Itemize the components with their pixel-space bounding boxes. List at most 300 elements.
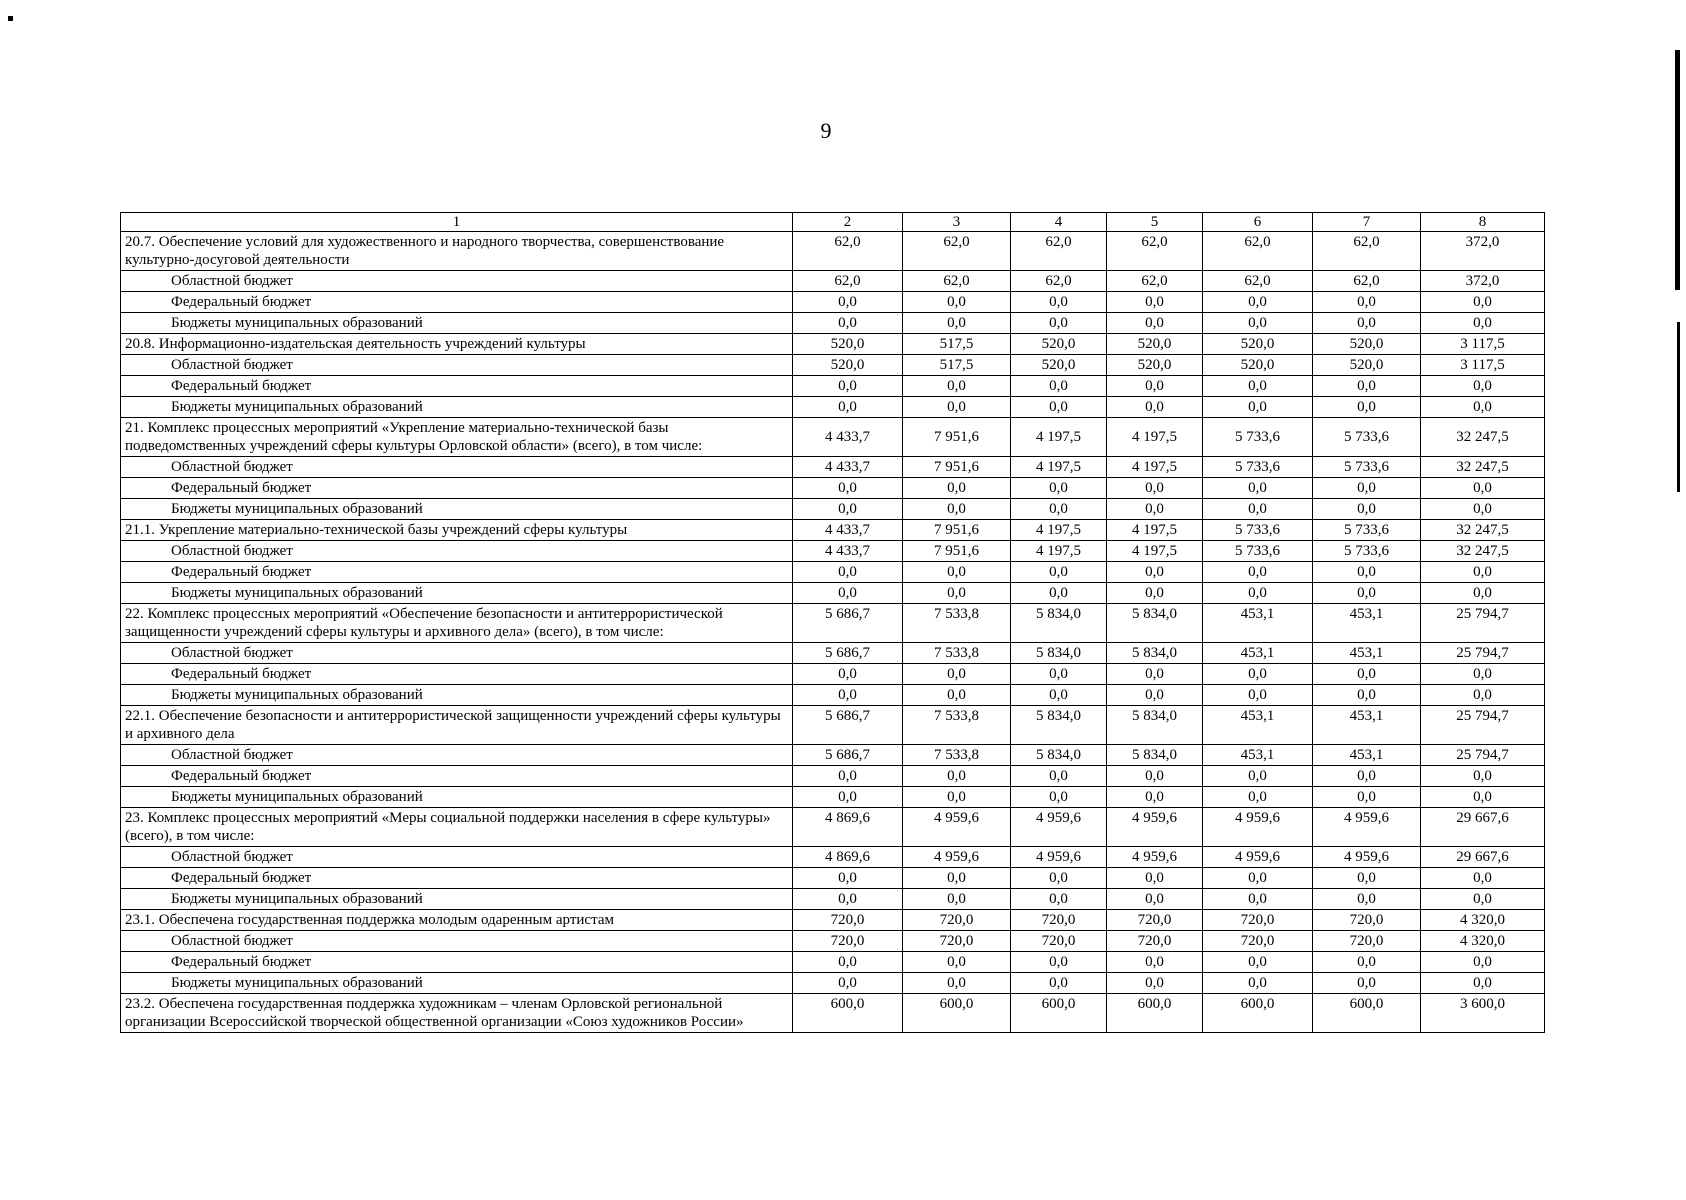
value-cell: 0,0 (1011, 952, 1107, 973)
value-cell: 0,0 (1011, 478, 1107, 499)
value-cell: 0,0 (793, 889, 903, 910)
value-cell: 720,0 (1203, 931, 1313, 952)
table-subrow (121, 562, 1545, 583)
value-cell: 32 247,5 (1421, 418, 1545, 457)
value-cell: 0,0 (903, 313, 1011, 334)
table-row (121, 994, 1545, 1033)
value-cell: 0,0 (1011, 562, 1107, 583)
value-cell: 600,0 (1107, 994, 1203, 1033)
value-cell: 0,0 (1107, 787, 1203, 808)
value-cell: 32 247,5 (1421, 520, 1545, 541)
value-cell: 520,0 (1203, 355, 1313, 376)
row-label: Областной бюджет (121, 643, 793, 664)
value-cell: 7 951,6 (903, 541, 1011, 562)
value-cell: 0,0 (793, 292, 903, 313)
value-cell: 0,0 (1203, 787, 1313, 808)
value-cell: 5 834,0 (1011, 643, 1107, 664)
value-cell: 7 951,6 (903, 418, 1011, 457)
value-cell: 4 433,7 (793, 457, 903, 478)
value-cell: 600,0 (1203, 994, 1313, 1033)
value-cell: 0,0 (903, 787, 1011, 808)
row-label: 23. Комплекс процессных мероприятий «Меры социальной поддержки населения в сфере культуры» (всего), в том числе: (121, 808, 793, 847)
value-cell: 0,0 (1011, 889, 1107, 910)
value-cell: 372,0 (1421, 271, 1545, 292)
value-cell: 453,1 (1313, 604, 1421, 643)
value-cell: 0,0 (1313, 478, 1421, 499)
value-cell: 0,0 (1313, 583, 1421, 604)
value-cell: 5 834,0 (1107, 604, 1203, 643)
value-cell: 600,0 (793, 994, 903, 1033)
header-cell: 4 (1011, 213, 1107, 232)
value-cell: 3 117,5 (1421, 334, 1545, 355)
scan-edge-mark (1675, 50, 1680, 290)
value-cell: 0,0 (1011, 685, 1107, 706)
value-cell: 0,0 (903, 766, 1011, 787)
value-cell: 0,0 (1421, 562, 1545, 583)
value-cell: 520,0 (1011, 334, 1107, 355)
value-cell: 520,0 (1011, 355, 1107, 376)
value-cell: 5 686,7 (793, 745, 903, 766)
row-label: Бюджеты муниципальных образований (121, 787, 793, 808)
value-cell: 0,0 (793, 664, 903, 685)
value-cell: 4 959,6 (1107, 808, 1203, 847)
header-cell: 1 (121, 213, 793, 232)
table-subrow (121, 787, 1545, 808)
value-cell: 4 959,6 (1313, 808, 1421, 847)
row-label: Областной бюджет (121, 931, 793, 952)
value-cell: 0,0 (1313, 973, 1421, 994)
table-subrow (121, 271, 1545, 292)
value-cell: 5 834,0 (1107, 643, 1203, 664)
value-cell: 5 733,6 (1203, 418, 1313, 457)
value-cell: 0,0 (1421, 292, 1545, 313)
header-cell: 3 (903, 213, 1011, 232)
value-cell: 0,0 (1203, 685, 1313, 706)
budget-table (120, 212, 1545, 1033)
value-cell: 0,0 (1313, 685, 1421, 706)
value-cell: 453,1 (1203, 706, 1313, 745)
value-cell: 720,0 (793, 910, 903, 931)
table-subrow (121, 664, 1545, 685)
value-cell: 0,0 (1313, 664, 1421, 685)
value-cell: 0,0 (1421, 478, 1545, 499)
value-cell: 0,0 (793, 376, 903, 397)
value-cell: 0,0 (1107, 313, 1203, 334)
value-cell: 62,0 (1011, 232, 1107, 271)
row-label: 20.8. Информационно-издательская деятельность учреждений культуры (121, 334, 793, 355)
value-cell: 0,0 (1421, 787, 1545, 808)
value-cell: 0,0 (1107, 889, 1203, 910)
value-cell: 0,0 (903, 952, 1011, 973)
value-cell: 0,0 (1107, 292, 1203, 313)
value-cell: 4 197,5 (1011, 457, 1107, 478)
row-label: Федеральный бюджет (121, 952, 793, 973)
value-cell: 0,0 (1313, 562, 1421, 583)
table-subrow (121, 313, 1545, 334)
value-cell: 0,0 (1203, 889, 1313, 910)
header-cell: 2 (793, 213, 903, 232)
row-label: 21. Комплекс процессных мероприятий «Укрепление материально-технической базы подведомственных учреждений сферы культуры Орловской области» (всего), в том числе: (121, 418, 793, 457)
table-row (121, 910, 1545, 931)
value-cell: 5 733,6 (1313, 520, 1421, 541)
value-cell: 5 733,6 (1313, 541, 1421, 562)
value-cell: 0,0 (1313, 376, 1421, 397)
row-label: Федеральный бюджет (121, 868, 793, 889)
value-cell: 0,0 (1421, 868, 1545, 889)
value-cell: 4 197,5 (1107, 418, 1203, 457)
value-cell: 62,0 (1011, 271, 1107, 292)
header-cell: 8 (1421, 213, 1545, 232)
value-cell: 720,0 (1313, 931, 1421, 952)
value-cell: 62,0 (1313, 271, 1421, 292)
value-cell: 520,0 (1107, 334, 1203, 355)
row-label: 23.1. Обеспечена государственная поддержка молодым одаренным артистам (121, 910, 793, 931)
value-cell: 62,0 (1107, 232, 1203, 271)
page-number: 9 (820, 118, 832, 143)
value-cell: 0,0 (1107, 583, 1203, 604)
table-subrow (121, 889, 1545, 910)
value-cell: 4 197,5 (1011, 520, 1107, 541)
row-label: Федеральный бюджет (121, 562, 793, 583)
value-cell: 720,0 (1313, 910, 1421, 931)
value-cell: 0,0 (1011, 376, 1107, 397)
value-cell: 3 117,5 (1421, 355, 1545, 376)
value-cell: 453,1 (1313, 706, 1421, 745)
value-cell: 0,0 (1107, 376, 1203, 397)
value-cell: 0,0 (1421, 685, 1545, 706)
table-subrow (121, 952, 1545, 973)
table-row (121, 520, 1545, 541)
value-cell: 0,0 (903, 562, 1011, 583)
value-cell: 520,0 (1107, 355, 1203, 376)
value-cell: 600,0 (1313, 994, 1421, 1033)
value-cell: 517,5 (903, 334, 1011, 355)
value-cell: 0,0 (793, 952, 903, 973)
value-cell: 4 959,6 (1313, 847, 1421, 868)
value-cell: 372,0 (1421, 232, 1545, 271)
value-cell: 4 959,6 (1011, 808, 1107, 847)
value-cell: 4 869,6 (793, 847, 903, 868)
row-label: Областной бюджет (121, 457, 793, 478)
value-cell: 0,0 (903, 583, 1011, 604)
value-cell: 0,0 (793, 397, 903, 418)
row-label: Областной бюджет (121, 541, 793, 562)
value-cell: 0,0 (1011, 868, 1107, 889)
value-cell: 62,0 (1313, 232, 1421, 271)
value-cell: 4 959,6 (1107, 847, 1203, 868)
value-cell: 62,0 (1203, 271, 1313, 292)
value-cell: 29 667,6 (1421, 847, 1545, 868)
scan-dot-mark (8, 16, 13, 21)
value-cell: 25 794,7 (1421, 604, 1545, 643)
value-cell: 0,0 (1313, 292, 1421, 313)
table-subrow (121, 478, 1545, 499)
value-cell: 453,1 (1313, 643, 1421, 664)
value-cell: 5 686,7 (793, 706, 903, 745)
value-cell: 0,0 (1011, 292, 1107, 313)
value-cell: 7 951,6 (903, 457, 1011, 478)
value-cell: 0,0 (1203, 766, 1313, 787)
value-cell: 0,0 (1203, 664, 1313, 685)
value-cell: 0,0 (1203, 292, 1313, 313)
table-subrow (121, 766, 1545, 787)
row-label: Областной бюджет (121, 847, 793, 868)
value-cell: 0,0 (1313, 313, 1421, 334)
value-cell: 0,0 (1203, 376, 1313, 397)
table-subrow (121, 292, 1545, 313)
value-cell: 0,0 (1107, 973, 1203, 994)
value-cell: 520,0 (793, 355, 903, 376)
value-cell: 4 433,7 (793, 520, 903, 541)
value-cell: 62,0 (903, 271, 1011, 292)
value-cell: 520,0 (1203, 334, 1313, 355)
value-cell: 0,0 (1313, 397, 1421, 418)
value-cell: 62,0 (793, 271, 903, 292)
value-cell: 4 433,7 (793, 541, 903, 562)
value-cell: 0,0 (793, 478, 903, 499)
value-cell: 5 733,6 (1203, 520, 1313, 541)
value-cell: 0,0 (1203, 868, 1313, 889)
table-subrow (121, 541, 1545, 562)
header-cell: 7 (1313, 213, 1421, 232)
value-cell: 4 320,0 (1421, 931, 1545, 952)
value-cell: 0,0 (1421, 664, 1545, 685)
table-subrow (121, 643, 1545, 664)
value-cell: 0,0 (903, 868, 1011, 889)
value-cell: 0,0 (1313, 868, 1421, 889)
value-cell: 720,0 (1011, 910, 1107, 931)
value-cell: 0,0 (1011, 973, 1107, 994)
value-cell: 720,0 (793, 931, 903, 952)
value-cell: 0,0 (793, 685, 903, 706)
value-cell: 453,1 (1203, 604, 1313, 643)
table-subrow (121, 973, 1545, 994)
value-cell: 5 834,0 (1107, 706, 1203, 745)
value-cell: 5 686,7 (793, 643, 903, 664)
table-row (121, 808, 1545, 847)
value-cell: 0,0 (1421, 313, 1545, 334)
value-cell: 4 869,6 (793, 808, 903, 847)
value-cell: 0,0 (903, 478, 1011, 499)
value-cell: 0,0 (1203, 952, 1313, 973)
table-subrow (121, 868, 1545, 889)
table-subrow (121, 355, 1545, 376)
value-cell: 0,0 (1011, 313, 1107, 334)
value-cell: 0,0 (1313, 952, 1421, 973)
value-cell: 0,0 (1313, 766, 1421, 787)
row-label: Областной бюджет (121, 355, 793, 376)
value-cell: 7 533,8 (903, 745, 1011, 766)
value-cell: 720,0 (1011, 931, 1107, 952)
value-cell: 0,0 (1203, 397, 1313, 418)
value-cell: 0,0 (793, 313, 903, 334)
value-cell: 520,0 (1313, 355, 1421, 376)
value-cell: 0,0 (1421, 952, 1545, 973)
table-subrow (121, 745, 1545, 766)
value-cell: 453,1 (1203, 643, 1313, 664)
value-cell: 5 733,6 (1313, 418, 1421, 457)
value-cell: 453,1 (1203, 745, 1313, 766)
value-cell: 0,0 (1107, 868, 1203, 889)
row-label: Бюджеты муниципальных образований (121, 685, 793, 706)
value-cell: 0,0 (1107, 952, 1203, 973)
value-cell: 5 733,6 (1203, 457, 1313, 478)
value-cell: 600,0 (1011, 994, 1107, 1033)
row-label: Бюджеты муниципальных образований (121, 973, 793, 994)
value-cell: 5 733,6 (1203, 541, 1313, 562)
table-row (121, 706, 1545, 745)
row-label: Областной бюджет (121, 745, 793, 766)
header-cell: 5 (1107, 213, 1203, 232)
row-label: Областной бюджет (121, 271, 793, 292)
value-cell: 5 834,0 (1107, 745, 1203, 766)
value-cell: 0,0 (1421, 889, 1545, 910)
value-cell: 4 959,6 (1203, 847, 1313, 868)
value-cell: 0,0 (793, 499, 903, 520)
scan-edge-mark (1677, 322, 1680, 492)
value-cell: 0,0 (903, 889, 1011, 910)
value-cell: 0,0 (1107, 397, 1203, 418)
table-subrow (121, 847, 1545, 868)
value-cell: 3 600,0 (1421, 994, 1545, 1033)
value-cell: 520,0 (1313, 334, 1421, 355)
table-row (121, 604, 1545, 643)
value-cell: 0,0 (1011, 766, 1107, 787)
value-cell: 4 197,5 (1107, 541, 1203, 562)
value-cell: 5 733,6 (1313, 457, 1421, 478)
table-header-row (121, 213, 1545, 232)
header-cell: 6 (1203, 213, 1313, 232)
value-cell: 0,0 (1011, 787, 1107, 808)
value-cell: 0,0 (793, 868, 903, 889)
row-label: Федеральный бюджет (121, 376, 793, 397)
value-cell: 0,0 (903, 685, 1011, 706)
table-body (121, 213, 1545, 1033)
row-label: Бюджеты муниципальных образований (121, 889, 793, 910)
value-cell: 4 433,7 (793, 418, 903, 457)
value-cell: 0,0 (903, 292, 1011, 313)
value-cell: 0,0 (1107, 664, 1203, 685)
value-cell: 5 834,0 (1011, 604, 1107, 643)
value-cell: 0,0 (1421, 376, 1545, 397)
table-subrow (121, 457, 1545, 478)
value-cell: 4 320,0 (1421, 910, 1545, 931)
value-cell: 4 959,6 (1203, 808, 1313, 847)
value-cell: 720,0 (1107, 910, 1203, 931)
table-subrow (121, 376, 1545, 397)
value-cell: 0,0 (1011, 397, 1107, 418)
value-cell: 7 951,6 (903, 520, 1011, 541)
value-cell: 720,0 (903, 931, 1011, 952)
value-cell: 720,0 (903, 910, 1011, 931)
value-cell: 5 686,7 (793, 604, 903, 643)
value-cell: 25 794,7 (1421, 643, 1545, 664)
value-cell: 720,0 (1203, 910, 1313, 931)
table-subrow (121, 931, 1545, 952)
value-cell: 62,0 (1107, 271, 1203, 292)
row-label: 23.2. Обеспечена государственная поддержка художникам – членам Орловской региональной организации Всероссийской творческой общественной организации «Союз художников России» (121, 994, 793, 1033)
row-label: Бюджеты муниципальных образований (121, 397, 793, 418)
value-cell: 0,0 (903, 664, 1011, 685)
row-label: 22.1. Обеспечение безопасности и антитеррористической защищенности учреждений сферы культуры и архивного дела (121, 706, 793, 745)
value-cell: 5 834,0 (1011, 706, 1107, 745)
value-cell: 0,0 (1313, 499, 1421, 520)
value-cell: 0,0 (1011, 664, 1107, 685)
value-cell: 0,0 (903, 973, 1011, 994)
value-cell: 4 959,6 (903, 847, 1011, 868)
row-label: Федеральный бюджет (121, 664, 793, 685)
value-cell: 0,0 (1421, 499, 1545, 520)
value-cell: 520,0 (793, 334, 903, 355)
value-cell: 0,0 (903, 397, 1011, 418)
value-cell: 4 197,5 (1011, 418, 1107, 457)
value-cell: 0,0 (1107, 685, 1203, 706)
value-cell: 0,0 (1107, 562, 1203, 583)
value-cell: 25 794,7 (1421, 706, 1545, 745)
value-cell: 7 533,8 (903, 604, 1011, 643)
row-label: Бюджеты муниципальных образований (121, 499, 793, 520)
row-label: Бюджеты муниципальных образований (121, 313, 793, 334)
value-cell: 0,0 (1107, 478, 1203, 499)
row-label: Федеральный бюджет (121, 766, 793, 787)
value-cell: 0,0 (1011, 583, 1107, 604)
table-subrow (121, 499, 1545, 520)
value-cell: 0,0 (1107, 499, 1203, 520)
value-cell: 0,0 (1421, 397, 1545, 418)
row-label: Федеральный бюджет (121, 292, 793, 313)
table-row (121, 232, 1545, 271)
value-cell: 4 197,5 (1107, 520, 1203, 541)
row-label: Бюджеты муниципальных образований (121, 583, 793, 604)
table-row (121, 418, 1545, 457)
value-cell: 29 667,6 (1421, 808, 1545, 847)
value-cell: 62,0 (1203, 232, 1313, 271)
value-cell: 0,0 (1421, 973, 1545, 994)
value-cell: 62,0 (903, 232, 1011, 271)
value-cell: 0,0 (1011, 499, 1107, 520)
value-cell: 32 247,5 (1421, 541, 1545, 562)
table-subrow (121, 397, 1545, 418)
value-cell: 4 959,6 (1011, 847, 1107, 868)
value-cell: 0,0 (903, 376, 1011, 397)
value-cell: 0,0 (903, 499, 1011, 520)
value-cell: 0,0 (793, 787, 903, 808)
value-cell: 7 533,8 (903, 706, 1011, 745)
value-cell: 0,0 (1203, 973, 1313, 994)
value-cell: 0,0 (1421, 583, 1545, 604)
value-cell: 4 197,5 (1107, 457, 1203, 478)
value-cell: 0,0 (793, 583, 903, 604)
value-cell: 0,0 (1421, 766, 1545, 787)
value-cell: 4 959,6 (903, 808, 1011, 847)
value-cell: 720,0 (1107, 931, 1203, 952)
table-subrow (121, 583, 1545, 604)
value-cell: 7 533,8 (903, 643, 1011, 664)
value-cell: 0,0 (1313, 889, 1421, 910)
value-cell: 0,0 (793, 973, 903, 994)
value-cell: 32 247,5 (1421, 457, 1545, 478)
value-cell: 0,0 (1203, 499, 1313, 520)
value-cell: 0,0 (1107, 766, 1203, 787)
row-label: Федеральный бюджет (121, 478, 793, 499)
value-cell: 25 794,7 (1421, 745, 1545, 766)
value-cell: 0,0 (1203, 313, 1313, 334)
value-cell: 0,0 (1203, 583, 1313, 604)
value-cell: 517,5 (903, 355, 1011, 376)
row-label: 21.1. Укрепление материально-технической базы учреждений сферы культуры (121, 520, 793, 541)
value-cell: 0,0 (1203, 562, 1313, 583)
table-subrow (121, 685, 1545, 706)
